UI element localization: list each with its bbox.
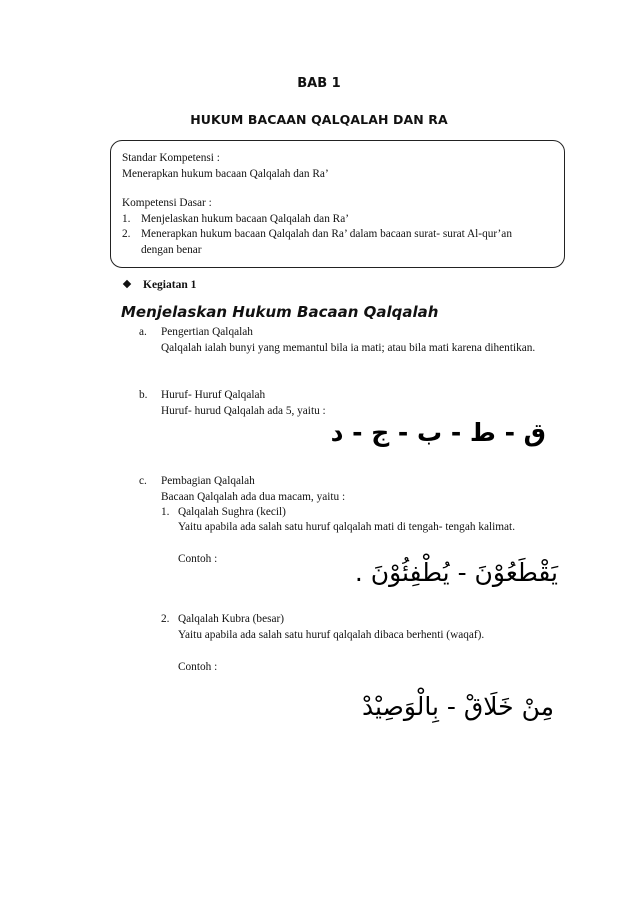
item-b-marker: b. xyxy=(139,389,148,401)
sughra-example-arabic: يَقْطَعُوْنَ - يُطْفِئُوْنَ . xyxy=(354,558,558,587)
item-number: 2. xyxy=(122,228,131,240)
sughra-body: Yaitu apabila ada salah satu huruf qalqalah mati di tengah- tengah kalimat. xyxy=(178,521,516,533)
standard-competency-label: Standar Kompetensi : xyxy=(122,152,220,164)
qalqalah-letters: ق - ط - ب - ج - د xyxy=(330,418,546,447)
sughra-heading: Qalqalah Sughra (kecil) xyxy=(178,506,286,518)
item-c-body: Bacaan Qalqalah ada dua macam, yaitu : xyxy=(161,491,346,503)
basic-competency-label: Kompetensi Dasar : xyxy=(122,197,212,209)
competency-box xyxy=(110,140,565,268)
sub-item-number: 2. xyxy=(161,613,170,625)
item-a-marker: a. xyxy=(139,326,147,338)
kubra-example-arabic: مِنْ خَلَاقْ - بِالْوَصِيْدْ xyxy=(361,692,554,721)
basic-competency-item xyxy=(122,212,554,228)
basic-competency-list xyxy=(122,212,554,259)
item-text: Menerapkan hukum bacaan Qalqalah dan Ra’ dalam bacaan surat- surat Al-qur’an dengan benar xyxy=(141,228,512,256)
activity-heading xyxy=(124,279,196,291)
sub-item-number: 1. xyxy=(161,506,170,518)
standard-competency-text: Menerapkan hukum bacaan Qalqalah dan Ra’ xyxy=(122,167,329,180)
sughra-example-label: Contoh : xyxy=(178,553,218,565)
diamond-bullet-icon xyxy=(123,280,131,288)
basic-competency-item xyxy=(122,227,554,258)
activity-label: Kegiatan 1 xyxy=(143,279,197,291)
kubra-example-label: Contoh : xyxy=(178,661,218,673)
item-a-heading: Pengertian Qalqalah xyxy=(161,326,253,338)
chapter-label: BAB 1 xyxy=(297,76,341,91)
item-text: Menjelaskan hukum bacaan Qalqalah dan Ra’ xyxy=(141,212,349,225)
item-a-body: Qalqalah ialah bunyi yang memantul bila ia mati; atau bila mati karena dihentikan. xyxy=(161,342,536,354)
section-title: Menjelaskan Hukum Bacaan Qalqalah xyxy=(121,303,439,321)
item-b-heading: Huruf- Huruf Qalqalah xyxy=(161,389,266,401)
item-c-marker: c. xyxy=(139,475,147,487)
chapter-title: HUKUM BACAAN QALQALAH DAN RA xyxy=(190,112,448,127)
kubra-body: Yaitu apabila ada salah satu huruf qalqalah dibaca berhenti (waqaf). xyxy=(178,629,485,641)
item-b-body: Huruf- hurud Qalqalah ada 5, yaitu : xyxy=(161,405,326,417)
item-c-heading: Pembagian Qalqalah xyxy=(161,475,255,487)
kubra-heading: Qalqalah Kubra (besar) xyxy=(178,613,285,625)
item-number: 1. xyxy=(122,212,131,225)
